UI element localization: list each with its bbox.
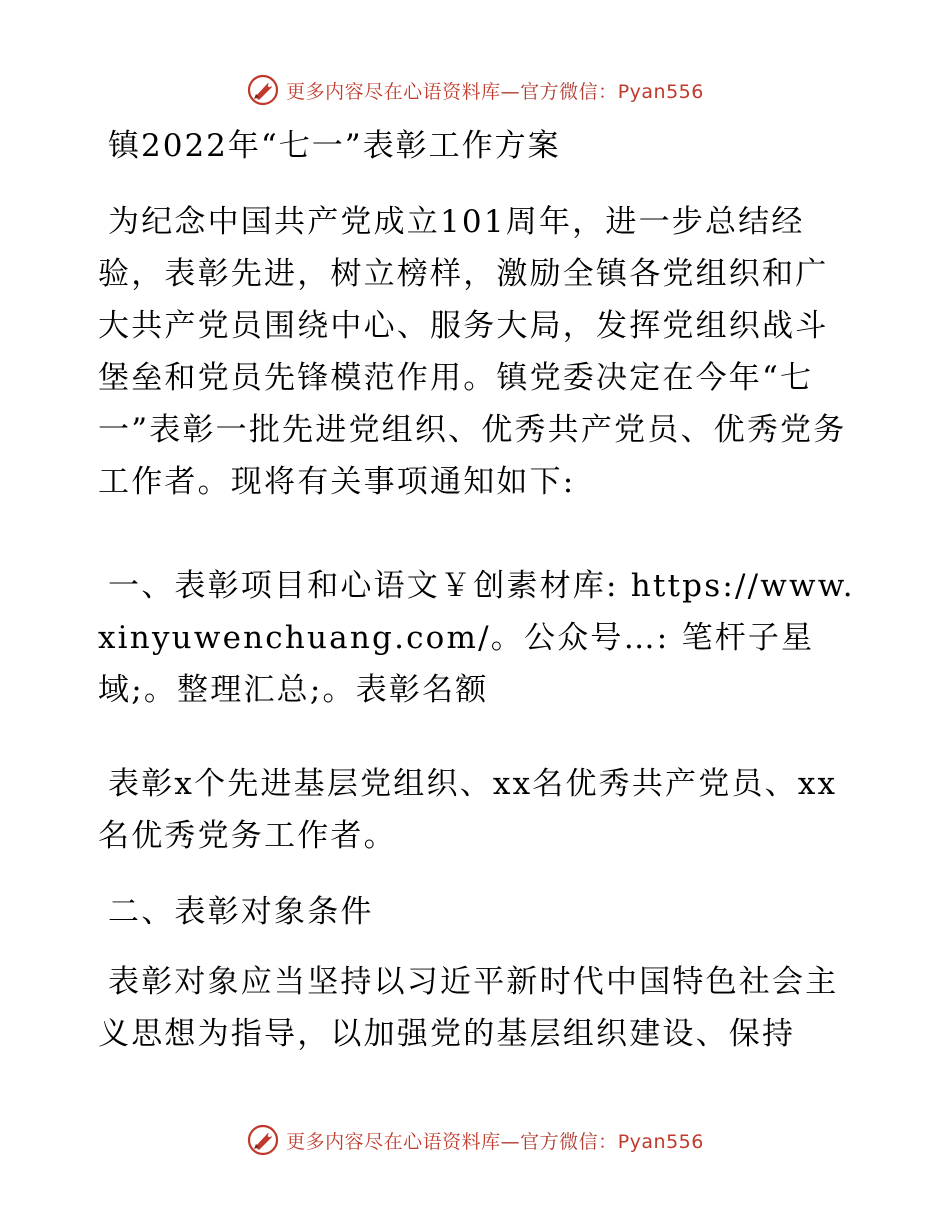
watermark-dash: — [500,80,521,103]
footer-watermark-banner [0,1120,950,1160]
pen-nib-logo-icon [246,1123,280,1157]
watermark-main-text: 更多内容尽在心语资料库 [286,1130,501,1153]
document-title: 镇2022年“七一”表彰工作方案 [108,128,561,164]
paragraph-section-one: 一、表彰项目和心语文￥创素材库: https://www.xinyuwenchuang.com/。公众号…: 笔杆子星域;。整理汇总;。表彰名额 [98,568,855,708]
watermark-wechat-label: 官方微信： [520,80,618,103]
watermark-wechat-id: Pyan556 [617,80,704,103]
paragraph-quota: 表彰x个先进基层党组织、xx名优秀共产党员、xx名优秀党务工作者。 [98,766,838,854]
watermark-dash: — [500,1130,521,1153]
header-watermark-banner [0,70,950,110]
watermark-main-text: 更多内容尽在心语资料库 [286,80,501,103]
watermark-wechat-label: 官方微信： [520,1130,618,1153]
section-heading-two: 二、表彰对象条件 [108,894,374,930]
watermark-text [286,1127,704,1154]
pen-nib-logo-icon [246,73,280,107]
watermark-text [286,77,704,104]
paragraph-intro: 为纪念中国共产党成立101周年，进一步总结经验，表彰先进，树立榜样，激励全镇各党组织和广大共产党员围绕中心、服务大局，发挥党组织战斗堡垒和党员先锋模范作用。镇党委决定在今年“七一”表彰一批先进党组织、优秀共产党员、优秀党务工作者。现将有关事项通知如下: [98,204,847,500]
watermark-wechat-id: Pyan556 [617,1130,704,1153]
paragraph-criteria: 表彰对象应当坚持以习近平新时代中国特色社会主义思想为指导，以加强党的基层组织建设、保持 [98,964,839,1052]
